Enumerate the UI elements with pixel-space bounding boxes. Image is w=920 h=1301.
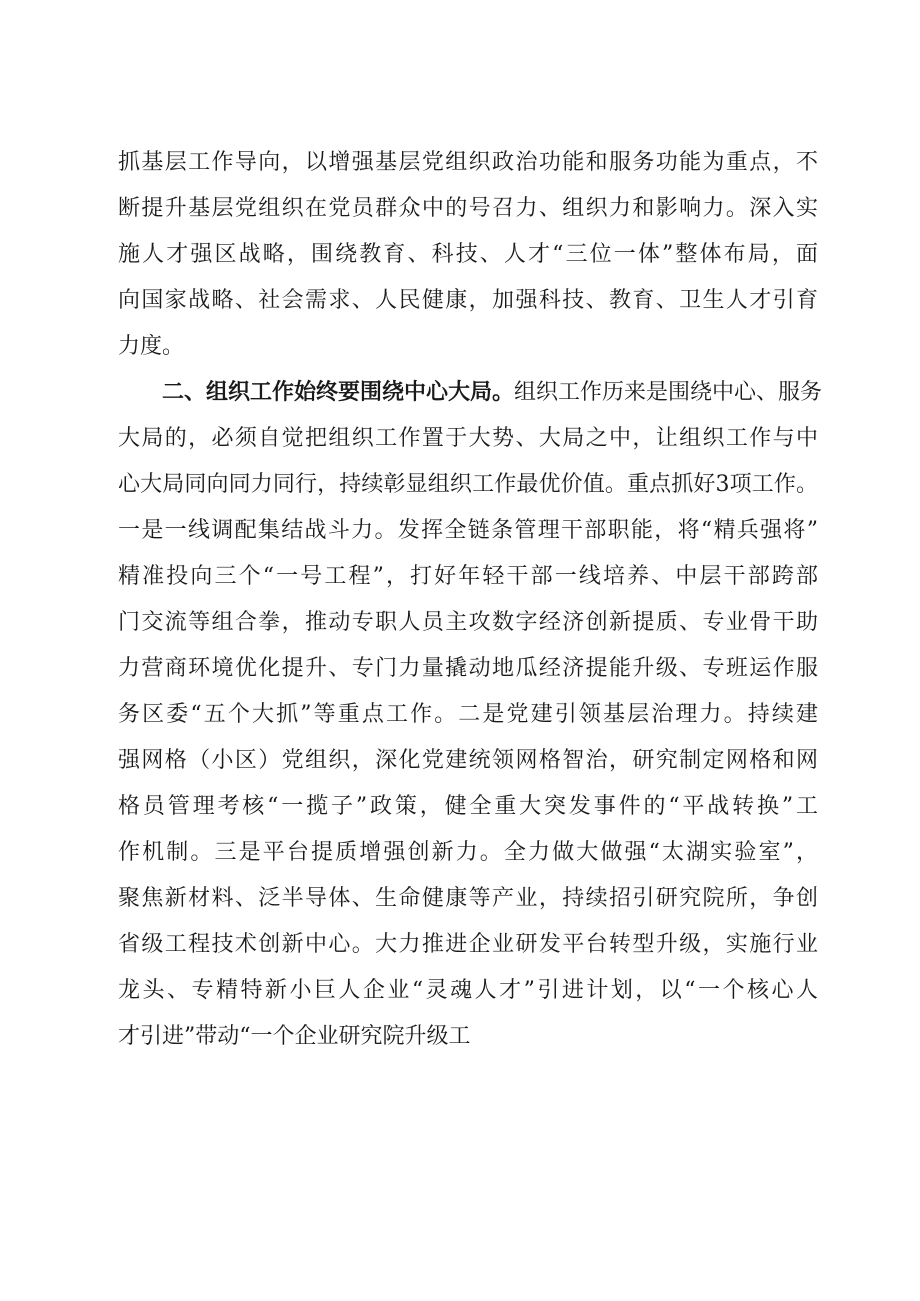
body-text bbox=[118, 140, 823, 1060]
paragraph-1 bbox=[118, 140, 818, 370]
text-line: 精准投向三个“一号工程”，打好年轻干部一线培养、中层干部跨部 bbox=[118, 564, 818, 589]
text-run: 组织工作历来是围绕中心、服务 bbox=[514, 380, 823, 405]
text-line: 力营商环境优化提升、专门力量撬动地瓜经济提能升级、专班运作服 bbox=[118, 656, 818, 681]
text-line: 抓基层工作导向，以增强基层党组织政治功能和服务功能为重点，不 bbox=[118, 150, 818, 175]
text-line: 务区委“五个大抓”等重点工作。二是党建引领基层治理力。持续建 bbox=[118, 702, 818, 727]
text-line: 大局的，必须自觉把组织工作置于大势、大局之中，让组织工作与中 bbox=[118, 426, 818, 451]
text-line: 省级工程技术创新中心。大力推进企业研发平台转型升级，实施行业 bbox=[118, 932, 818, 957]
paragraph-2 bbox=[118, 370, 823, 1060]
section-heading: 二、组织工作始终要围绕中心大局。 bbox=[162, 380, 515, 405]
text-line: 格员管理考核“一揽子”政策，健全重大突发事件的“平战转换”工 bbox=[118, 794, 818, 819]
text-line: 聚焦新材料、泛半导体、生命健康等产业，持续招引研究院所，争创 bbox=[118, 886, 818, 911]
text-line: 强网格（小区）党组织，深化党建统领网格智治，研究制定网格和网 bbox=[118, 748, 818, 773]
text-line: 才引进”带动“一个企业研究院升级工 bbox=[118, 1024, 471, 1049]
text-line: 向国家战略、社会需求、人民健康，加强科技、教育、卫生人才引育 bbox=[118, 288, 818, 313]
text-line: 力度。 bbox=[118, 334, 185, 359]
text-line: 一是一线调配集结战斗力。发挥全链条管理干部职能，将“精兵强将” bbox=[118, 518, 818, 543]
paragraph-2-first-line bbox=[118, 370, 823, 416]
text-line: 心大局同向同力同行，持续彰显组织工作最优价值。重点抓好3项工作。 bbox=[118, 472, 818, 497]
text-line: 龙头、专精特新小巨人企业“灵魂人才”引进计划，以“一个核心人 bbox=[118, 978, 818, 1003]
text-line: 门交流等组合拳，推动专职人员主攻数字经济创新提质、专业骨干助 bbox=[118, 610, 818, 635]
text-line: 施人才强区战略，围绕教育、科技、人才“三位一体”整体布局，面 bbox=[118, 242, 818, 267]
text-line: 断提升基层党组织在党员群众中的号召力、组织力和影响力。深入实 bbox=[118, 196, 818, 221]
text-line: 作机制。三是平台提质增强创新力。全力做大做强“太湖实验室”， bbox=[118, 840, 818, 865]
